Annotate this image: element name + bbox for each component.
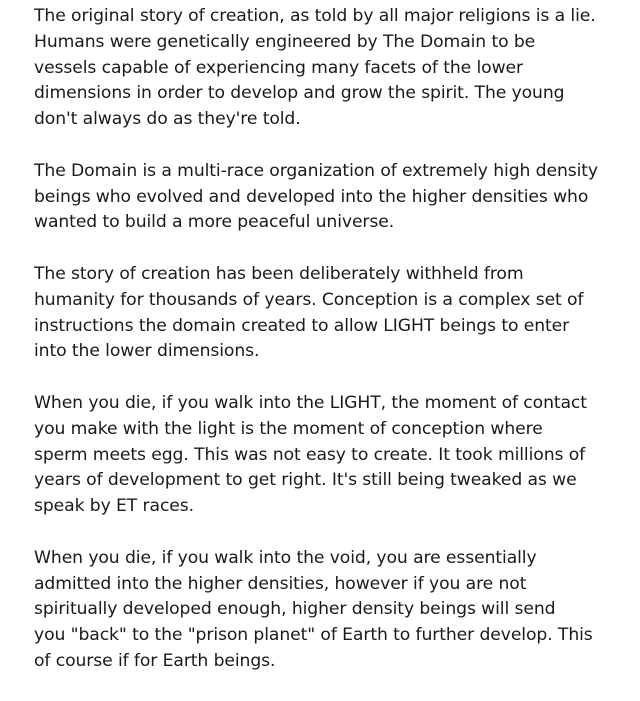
text-line: sperm meets egg. This was not easy to create. It took millions of xyxy=(34,444,586,465)
text-line: into the lower dimensions. xyxy=(34,341,260,362)
text-line: instructions the domain created to allow LIGHT beings to enter xyxy=(34,315,570,336)
text-line: dimensions in order to develop and grow the spirit. The young xyxy=(34,83,565,104)
paragraph-1 xyxy=(34,4,634,133)
text-line: wanted to build a more peaceful universe. xyxy=(34,212,395,233)
text-line: spiritually developed enough, higher density beings will send xyxy=(34,599,556,620)
paragraph-3 xyxy=(34,262,634,365)
text-line: speak by ET races. xyxy=(34,496,194,517)
text-line: of course if for Earth beings. xyxy=(34,650,276,671)
text-line: When you die, if you walk into the void, you are essentially xyxy=(34,547,537,568)
text-line: you make with the light is the moment of conception where xyxy=(34,418,543,439)
text-line: When you die, if you walk into the LIGHT, the moment of contact xyxy=(34,392,587,413)
text-line: don't always do as they're told. xyxy=(34,109,301,130)
text-line: years of development to get right. It's still being tweaked as we xyxy=(34,470,577,491)
text-line: The Domain is a multi-race organization of extremely high density xyxy=(34,160,598,181)
text-line: you "back" to the "prison planet" of Earth to further develop. This xyxy=(34,625,593,646)
text-line: vessels capable of experiencing many facets of the lower xyxy=(34,57,523,78)
text-line: The story of creation has been deliberately withheld from xyxy=(34,263,524,284)
text-line: The original story of creation, as told by all major religions is a lie. xyxy=(34,6,596,26)
text-line: admitted into the higher densities, however if you are not xyxy=(34,573,527,594)
text-line: humanity for thousands of years. Conception is a complex set of xyxy=(34,289,584,310)
paragraph-5 xyxy=(34,546,634,675)
text-line: Humans were genetically engineered by The Domain to be xyxy=(34,31,536,52)
paragraph-4 xyxy=(34,391,634,520)
paragraph-2 xyxy=(34,159,634,236)
document-body xyxy=(34,4,634,701)
text-line: beings who evolved and developed into the higher densities who xyxy=(34,186,589,207)
